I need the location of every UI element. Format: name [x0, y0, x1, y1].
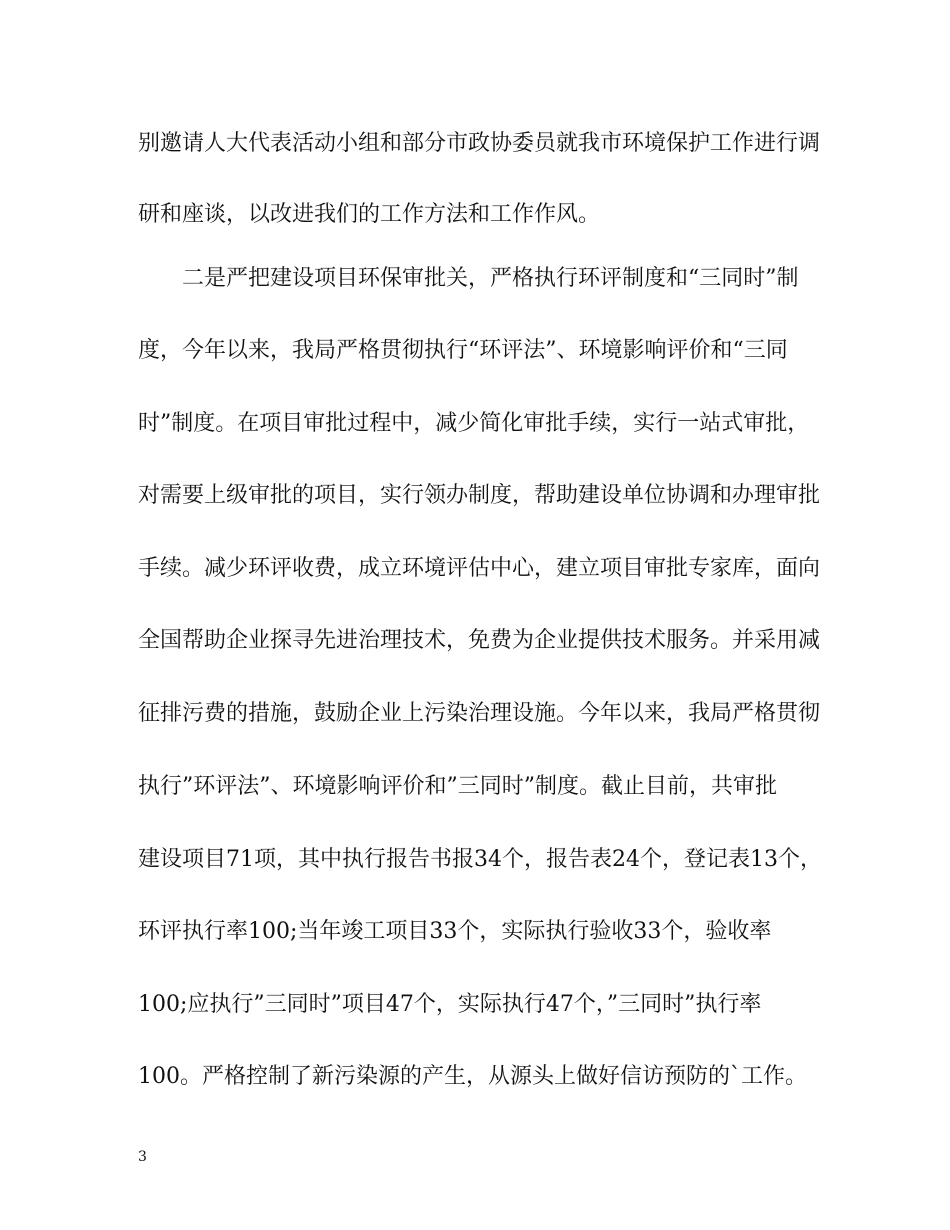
- text-line: 度，今年以来，我局严格贯彻执行“环评法”、环境影响评价和“三同: [138, 338, 788, 363]
- text-line: 别邀请人大代表活动小组和部分市政协委员就我市环境保护工作进行调: [138, 131, 821, 156]
- text-line: 全国帮助企业探寻先进治理技术，免费为企业提供技术服务。并采用减: [138, 628, 821, 653]
- text-line: 100。严格控制了新污染源的产生，从源头上做好信访预防的`工作。: [138, 1064, 807, 1089]
- paragraph-first-line: 二是严把建设项目环保审批关，严格执行环评制度和“三同时”制: [182, 266, 799, 291]
- text-line: 时”制度。在项目审批过程中，减少简化审批手续，实行一站式审批，: [138, 411, 810, 436]
- text-line: 手续。减少环评收费，成立环境评估中心，建立项目审批专家库，面向: [138, 556, 821, 581]
- text-line: 征排污费的措施，鼓励企业上污染治理设施。今年以来，我局严格贯彻: [138, 701, 821, 726]
- text-line: 对需要上级审批的项目，实行领办制度，帮助建设单位协调和办理审批: [138, 483, 821, 508]
- text-line: 执行”环评法”、环境影响评价和”三同时”制度。截止目前，共审批: [138, 774, 777, 799]
- text-line: 100;应执行”三同时”项目47个，实际执行47个，”三同时”执行率: [138, 992, 762, 1017]
- text-line: 环评执行率100;当年竣工项目33个，实际执行验收33个，验收率: [138, 919, 772, 944]
- text-line: 研和座谈，以改进我们的工作方法和工作作风。: [138, 202, 601, 227]
- page-number: 3: [138, 1149, 147, 1165]
- text-line: 建设项目71项，其中执行报告书报34个，报告表24个，登记表13个，: [138, 847, 822, 872]
